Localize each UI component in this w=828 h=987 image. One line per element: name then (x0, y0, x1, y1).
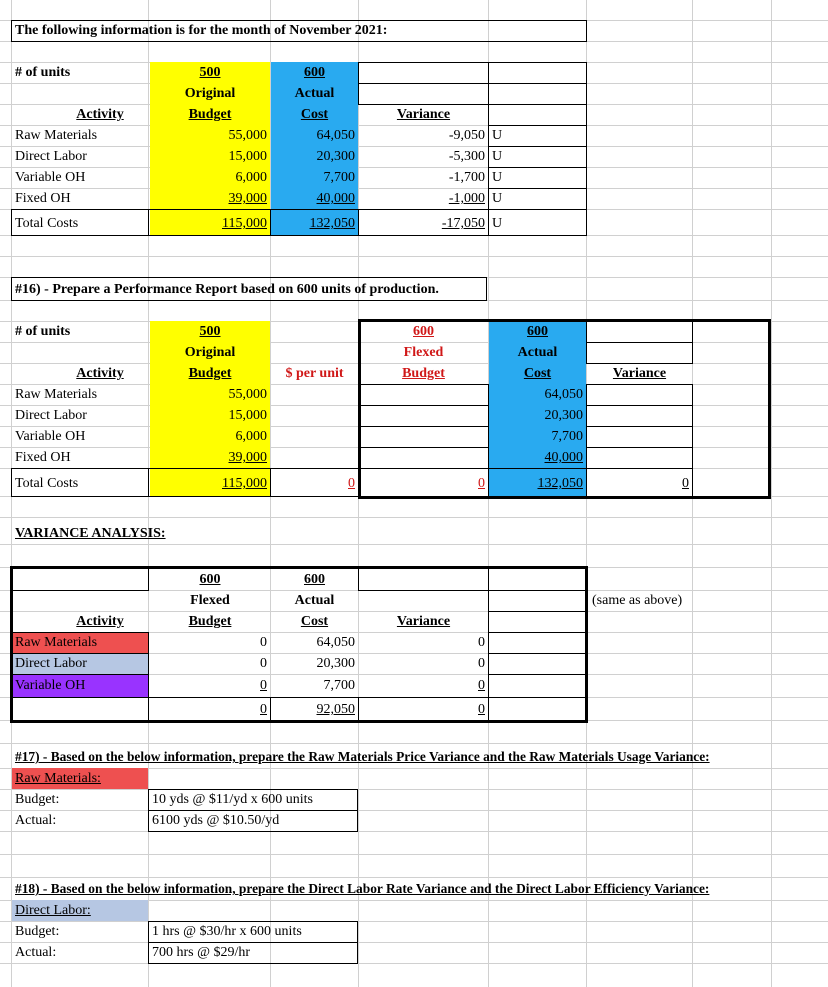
t1-row-variance: -1,000 (448, 191, 485, 206)
t1-row-budget: 15,000 (228, 149, 267, 164)
va-row-variance: 0 (478, 656, 485, 671)
t1-total-budget: 115,000 (222, 216, 267, 231)
q16-row-actual: 7,700 (551, 429, 583, 444)
q16-row-budget: 39,000 (228, 450, 267, 465)
q16-row-actual: 64,050 (544, 387, 583, 402)
va-row-label: Direct Labor (15, 656, 87, 671)
t1-activity-header: Activity (76, 107, 124, 122)
t1-row-budget: 6,000 (235, 170, 267, 185)
q16-activity-header: Activity (76, 366, 124, 381)
t1-row-flag: U (492, 128, 503, 143)
q16-budget-h3: Budget (188, 366, 232, 381)
va-row-actual: 20,300 (316, 656, 355, 671)
t1-row-flag: U (492, 149, 503, 164)
va-row-actual: 7,700 (323, 678, 355, 693)
q18-actual-text: 700 hrs @ $29/hr (152, 945, 251, 960)
q16-total-actual: 132,050 (537, 476, 583, 491)
q18-budget-label: Budget: (15, 924, 60, 939)
q16-row-budget: 6,000 (235, 429, 267, 444)
va-flexed-units: 600 (199, 572, 221, 587)
q16-row-label: Raw Materials (15, 387, 98, 402)
va-actual-units: 600 (304, 572, 325, 587)
q17-budget-text: 10 yds @ $11/yd x 600 units (152, 792, 313, 807)
q18-section-label: Direct Labor: (15, 903, 91, 918)
t1-actual-h3: Cost (300, 107, 329, 122)
t1-row-actual: 7,700 (323, 170, 355, 185)
t1-row-variance: -1,700 (448, 170, 485, 185)
q16-row-label: Fixed OH (15, 450, 71, 465)
q18-budget-text: 1 hrs @ $30/hr x 600 units (152, 924, 302, 939)
q17-budget-label: Budget: (15, 792, 60, 807)
t1-row-budget: 39,000 (228, 191, 267, 206)
q16-total-variance: 0 (682, 476, 689, 491)
t1-total-variance: -17,050 (441, 216, 485, 231)
t1-row-label: Direct Labor (15, 149, 87, 164)
t1-total-label: Total Costs (15, 216, 79, 231)
t1-total-flag: U (492, 216, 503, 231)
va-row-flexed: 0 (260, 678, 267, 693)
q16-actual-units: 600 (527, 324, 548, 339)
q16-budget-units: 500 (199, 324, 221, 339)
va-variance-header: Variance (396, 614, 451, 629)
va-row-flexed: 0 (260, 656, 267, 671)
t1-row-label: Fixed OH (15, 191, 71, 206)
va-row-variance: 0 (478, 678, 485, 693)
q16-row-actual: 20,300 (544, 408, 583, 423)
t1-budget-h3: Budget (188, 107, 232, 122)
t1-row-label: Raw Materials (15, 128, 98, 143)
q16-flexed-units: 600 (413, 324, 434, 339)
va-row-label: Raw Materials (15, 635, 98, 650)
va-row-actual: 64,050 (316, 635, 355, 650)
t1-row-variance: -9,050 (448, 128, 485, 143)
variance-thick-border (10, 566, 588, 723)
q16-budget-h2: Original (184, 345, 236, 360)
va-note: (same as above) (592, 593, 683, 608)
va-total-variance: 0 (478, 702, 485, 717)
q16-total-budget: 115,000 (222, 476, 267, 491)
va-actual-h3: Cost (300, 614, 329, 629)
q16-title: #16) - Prepare a Performance Report based on 600 units of production. (15, 282, 439, 297)
q16-row-budget: 15,000 (228, 408, 267, 423)
va-row-flexed: 0 (260, 635, 267, 650)
q16-variance-header: Variance (612, 366, 667, 381)
t1-row-flag: U (492, 170, 503, 185)
q18-actual-label: Actual: (15, 945, 57, 960)
va-row-label: Variable OH (15, 678, 86, 693)
t1-row-variance: -5,300 (448, 149, 485, 164)
t1-units-label: # of units (15, 65, 71, 80)
q17-section-label: Raw Materials: (15, 771, 101, 786)
q16-row-label: Direct Labor (15, 408, 87, 423)
q16-thick-border (358, 319, 771, 499)
t1-total-actual: 132,050 (309, 216, 355, 231)
q16-row-label: Variable OH (15, 429, 86, 444)
t1-row-actual: 64,050 (316, 128, 355, 143)
t1-variance-header: Variance (396, 107, 451, 122)
q16-actual-h3: Cost (523, 366, 552, 381)
q16-total-label: Total Costs (15, 476, 79, 491)
t1-budget-units: 500 (199, 65, 221, 80)
t1-row-budget: 55,000 (228, 128, 267, 143)
q18-title: #18) - Based on the below information, prepare the Direct Labor Rate Variance and the Direct Labor Efficiency Variance: (15, 881, 710, 896)
q16-total-per-unit: 0 (348, 476, 355, 491)
q16-row-actual: 40,000 (544, 450, 583, 465)
va-total-actual: 92,050 (316, 702, 355, 717)
t1-row-label: Variable OH (15, 170, 86, 185)
t1-actual-h2: Actual (294, 86, 335, 101)
va-activity-header: Activity (76, 614, 124, 629)
va-flexed-h2: Flexed (190, 593, 230, 608)
va-row-variance: 0 (478, 635, 485, 650)
t1-actual-units: 600 (304, 65, 325, 80)
q16-per-unit-header: $ per unit (285, 366, 344, 381)
q16-flexed-h2: Flexed (403, 345, 444, 360)
t1-row-actual: 20,300 (316, 149, 355, 164)
q17-actual-text: 6100 yds @ $10.50/yd (152, 813, 280, 828)
q17-title: #17) - Based on the below information, prepare the Raw Materials Price Variance and the Raw Materials Usage Variance: (15, 749, 710, 764)
q17-actual-label: Actual: (15, 813, 57, 828)
t1-row-flag: U (492, 191, 503, 206)
q16-row-budget: 55,000 (228, 387, 267, 402)
intro-text: The following information is for the month of November 2021: (15, 23, 388, 38)
q16-total-flexed: 0 (478, 476, 485, 491)
q16-flexed-h3: Budget (402, 366, 445, 381)
variance-analysis-title: VARIANCE ANALYSIS: (15, 526, 166, 541)
va-total-flexed: 0 (260, 702, 267, 717)
va-actual-h2: Actual (294, 593, 335, 608)
va-flexed-h3: Budget (188, 614, 232, 629)
q16-units-label: # of units (15, 324, 71, 339)
t1-row-actual: 40,000 (316, 191, 355, 206)
q16-actual-h2: Actual (517, 345, 558, 360)
t1-budget-h2: Original (184, 86, 236, 101)
